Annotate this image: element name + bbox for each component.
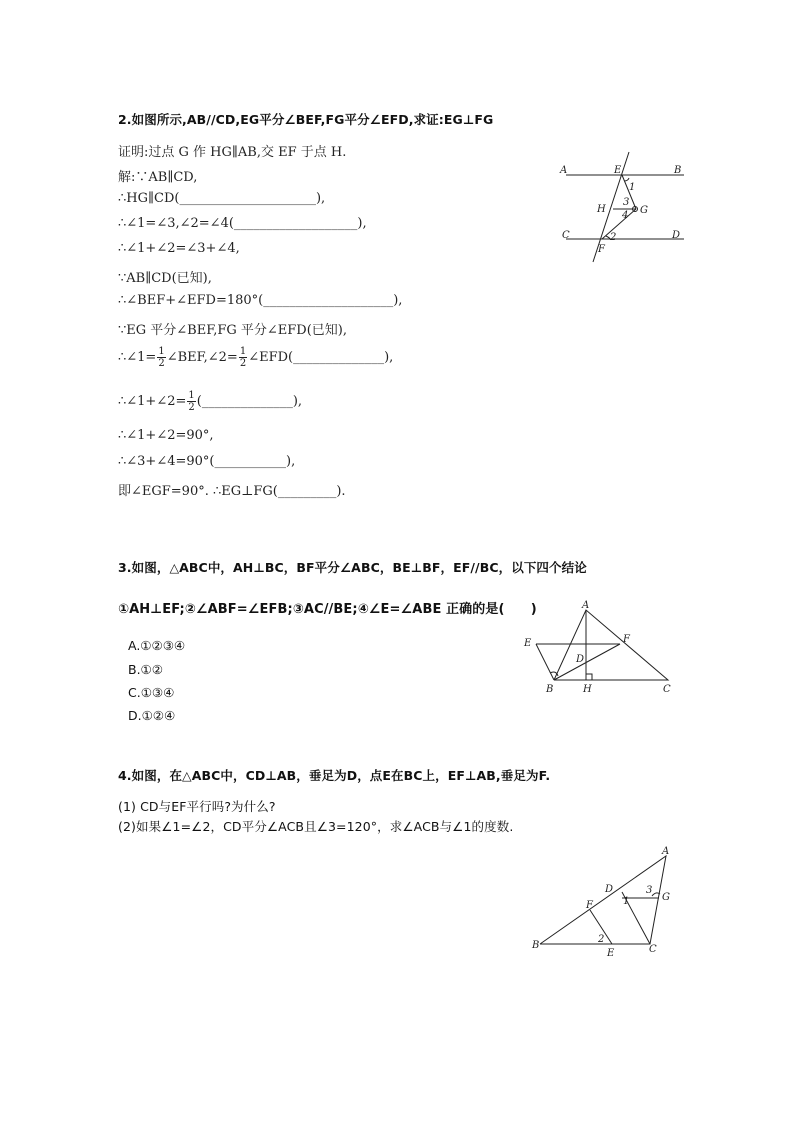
- fraction-half: $\frac{1}{2}$: [188, 390, 195, 413]
- label-g: G: [640, 205, 648, 216]
- label-d: D: [576, 654, 585, 665]
- q4-figure: [528, 842, 678, 962]
- q2-line-2: 解:∵AB∥CD,: [118, 170, 198, 185]
- q2-title: 2.如图所示,AB//CD,EG平分∠BEF,FG平分∠EFD,求证:EG⊥FG: [118, 112, 494, 127]
- q3-option-d[interactable]: D.①②④: [128, 708, 176, 723]
- triangle-abc: [554, 610, 668, 680]
- label-angle-3: 3: [623, 197, 630, 208]
- label-d: D: [672, 230, 681, 241]
- label-c: C: [663, 684, 671, 695]
- q4-title: 4.如图，在△ABC中，CD⊥AB，垂足为D，点E在BC上，EF⊥AB,垂足为F.: [118, 768, 551, 783]
- label-e: E: [614, 165, 622, 176]
- label-h: H: [597, 204, 606, 215]
- q2-line-3: ∴HG∥CD(_____________________),: [118, 191, 326, 206]
- label-a: A: [560, 165, 568, 176]
- label-h: H: [583, 684, 592, 695]
- label-b: B: [546, 684, 554, 695]
- segment-bf: [554, 644, 620, 680]
- label-angle-1: 1: [623, 896, 630, 907]
- label-e: E: [607, 948, 615, 959]
- right-angle-h: [586, 674, 592, 680]
- q2-line-9: [118, 346, 393, 369]
- label-b: B: [674, 165, 682, 176]
- q3-option-a[interactable]: A.①②③④: [128, 638, 186, 653]
- q2-l9-pre: ∴∠1=: [118, 350, 157, 365]
- q3-figure: [520, 598, 680, 698]
- q4-sub2: (2)如果∠1=∠2，CD平分∠ACB且∠3=120°，求∠ACB与∠1的度数.: [118, 819, 514, 834]
- label-angle-1: 1: [629, 182, 636, 193]
- label-c: C: [649, 944, 657, 955]
- q2-line-6: ∵AB∥CD(已知),: [118, 271, 212, 286]
- label-f: F: [586, 900, 593, 911]
- q3-option-b[interactable]: B.①②: [128, 662, 163, 677]
- label-g: G: [662, 892, 670, 903]
- label-f: F: [623, 634, 630, 645]
- segment-eb: [536, 644, 554, 680]
- q2-l9-post: ∠EFD(______________),: [248, 350, 394, 365]
- segment-fg: [602, 209, 636, 239]
- q2-line-5: ∴∠1+∠2=∠3+∠4,: [118, 241, 240, 256]
- label-angle-2: 2: [598, 934, 605, 945]
- q3-statement: ①AH⊥EF;②∠ABF=∠EFB;③AC//BE;④∠E=∠ABE 正确的是( ): [118, 602, 537, 617]
- q3-option-c[interactable]: C.①③④: [128, 685, 175, 700]
- fraction-half: $\frac{1}{2}$: [158, 346, 165, 369]
- q2-line-13: 即∠EGF=90°. ∴EG⊥FG(_________).: [118, 484, 346, 499]
- q2-line-10: [118, 390, 302, 413]
- q2-line-11: ∴∠1+∠2=90°,: [118, 428, 214, 443]
- angle-1-arc: [624, 178, 629, 181]
- label-e: E: [524, 638, 532, 649]
- label-angle-3: 3: [646, 885, 653, 896]
- q2-line-1: 证明:过点 G 作 HG∥AB,交 EF 于点 H.: [118, 145, 347, 160]
- q2-l10-pre: ∴∠1+∠2=: [118, 394, 187, 409]
- q2-l10-post: (______________),: [196, 394, 303, 409]
- fraction-half: $\frac{1}{2}$: [239, 346, 247, 369]
- label-angle-4: 4: [622, 210, 629, 221]
- q2-line-8: ∵EG 平分∠BEF,FG 平分∠EFD(已知),: [118, 323, 347, 338]
- label-b: B: [532, 940, 540, 951]
- q2-line-12: ∴∠3+∠4=90°(___________),: [118, 454, 296, 469]
- q3-title: 3.如图，△ABC中，AH⊥BC，BF平分∠ABC，BE⊥BF，EF//BC，以下四个结论: [118, 560, 587, 575]
- label-f: F: [598, 244, 605, 255]
- label-a: A: [582, 600, 590, 611]
- q2-l9-mid: ∠BEF,∠2=: [166, 350, 238, 365]
- q2-line-4: ∴∠1=∠3,∠2=∠4(___________________),: [118, 216, 367, 231]
- label-d: D: [605, 884, 614, 895]
- q4-sub1: (1) CD与EF平行吗?为什么?: [118, 799, 276, 814]
- label-c: C: [562, 230, 570, 241]
- q2-line-7: ∴∠BEF+∠EFD=180°(____________________),: [118, 293, 403, 308]
- label-angle-2: 2: [610, 232, 617, 243]
- label-a: A: [662, 846, 670, 857]
- q2-figure: [556, 148, 696, 268]
